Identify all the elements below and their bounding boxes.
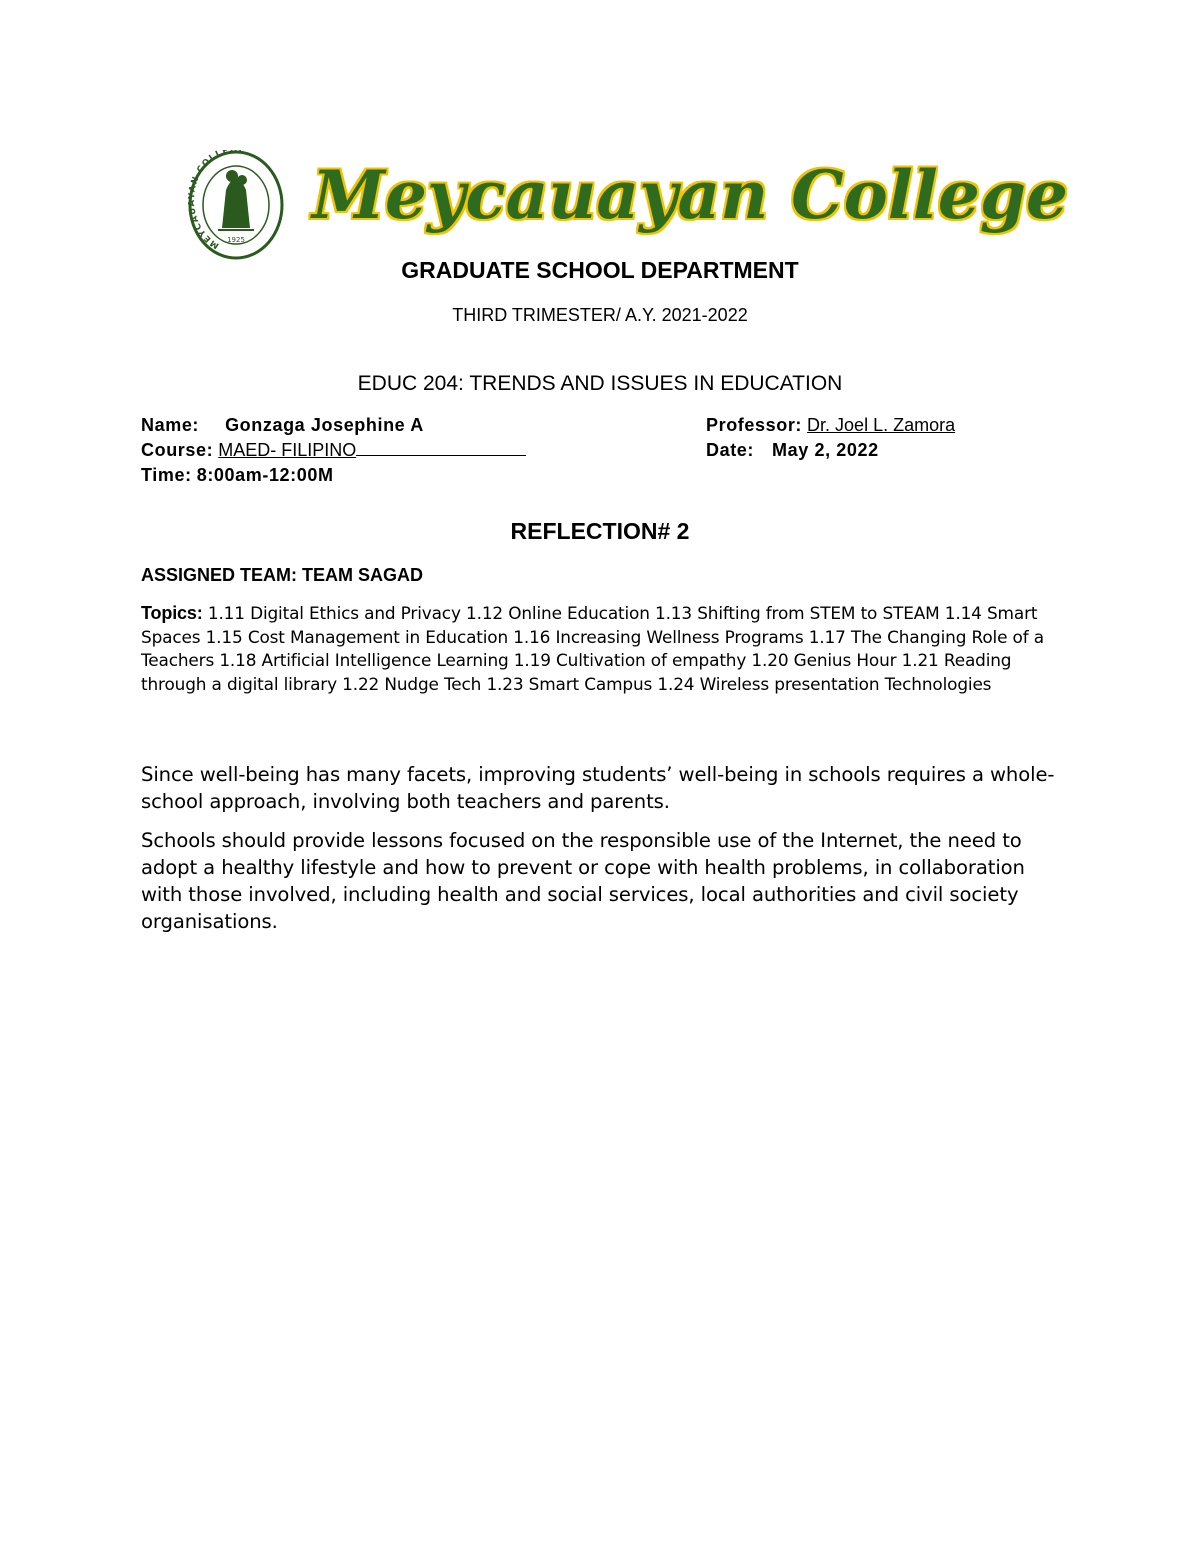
name-label: Name: xyxy=(141,415,200,435)
course-label: Course: xyxy=(141,440,214,460)
course-title: EDUC 204: TRENDS AND ISSUES IN EDUCATION xyxy=(357,372,843,395)
department-title: GRADUATE SCHOOL DEPARTMENT xyxy=(401,257,799,283)
body-paragraph-2: Schools should provide lessons focused on the responsible use of the Internet, the need to adopt a healthy lifestyle and how to prevent or cope with health problems, in collaboration with those involved, including health and social services, local authorities and civil society organisations. xyxy=(141,829,1025,933)
date-row xyxy=(706,438,879,462)
course-value: MAED- FILIPINO xyxy=(218,440,357,460)
term-label: THIRD TRIMESTER/ A.Y. 2021-2022 xyxy=(452,305,748,325)
body-paragraph-1: Since well-being has many facets, improving students’ well-being in schools requires a whole-school approach, involving both teachers and parents. xyxy=(141,763,1055,813)
date-label: Date: xyxy=(706,440,755,460)
topics-paragraph xyxy=(141,602,1061,696)
college-wordmark: Meycauayan College xyxy=(312,156,1069,234)
college-seal-logo xyxy=(188,150,284,260)
topics-text: 1.11 Digital Ethics and Privacy 1.12 Online Education 1.13 Shifting from STEM to STEAM 1.14 Smart Spaces 1.15 Cost Management in Education 1.16 Increasing Wellness Programs 1.17 The Changing Role of a Teachers 1.18 Artificial Intelligence Learning 1.19 Cultivation of empathy 1.20 Genius Hour 1.21 Reading through a digital library 1.22 Nudge Tech 1.23 Smart Campus 1.24 Wireless presentation Technologies xyxy=(141,603,1044,694)
seal-ring-text: MEYCAU YAN COLLEGE xyxy=(188,150,247,251)
name-row xyxy=(141,413,424,437)
course-row xyxy=(141,438,526,462)
professor-label: Professor: xyxy=(706,415,803,435)
seal-year: 1925 xyxy=(227,236,245,244)
reflection-title: REFLECTION# 2 xyxy=(510,518,690,544)
assigned-team: ASSIGNED TEAM: TEAM SAGAD xyxy=(141,565,424,585)
topics-label: Topics: xyxy=(141,603,203,623)
time-label: Time: xyxy=(141,465,192,485)
course-underline xyxy=(356,454,526,456)
time-row xyxy=(141,463,334,487)
time-value: 8:00am-12:00M xyxy=(196,465,334,485)
professor-value: Dr. Joel L. Zamora xyxy=(807,415,956,435)
professor-row xyxy=(706,413,955,437)
date-value: May 2, 2022 xyxy=(772,440,879,460)
name-value: Gonzaga Josephine A xyxy=(225,415,424,435)
